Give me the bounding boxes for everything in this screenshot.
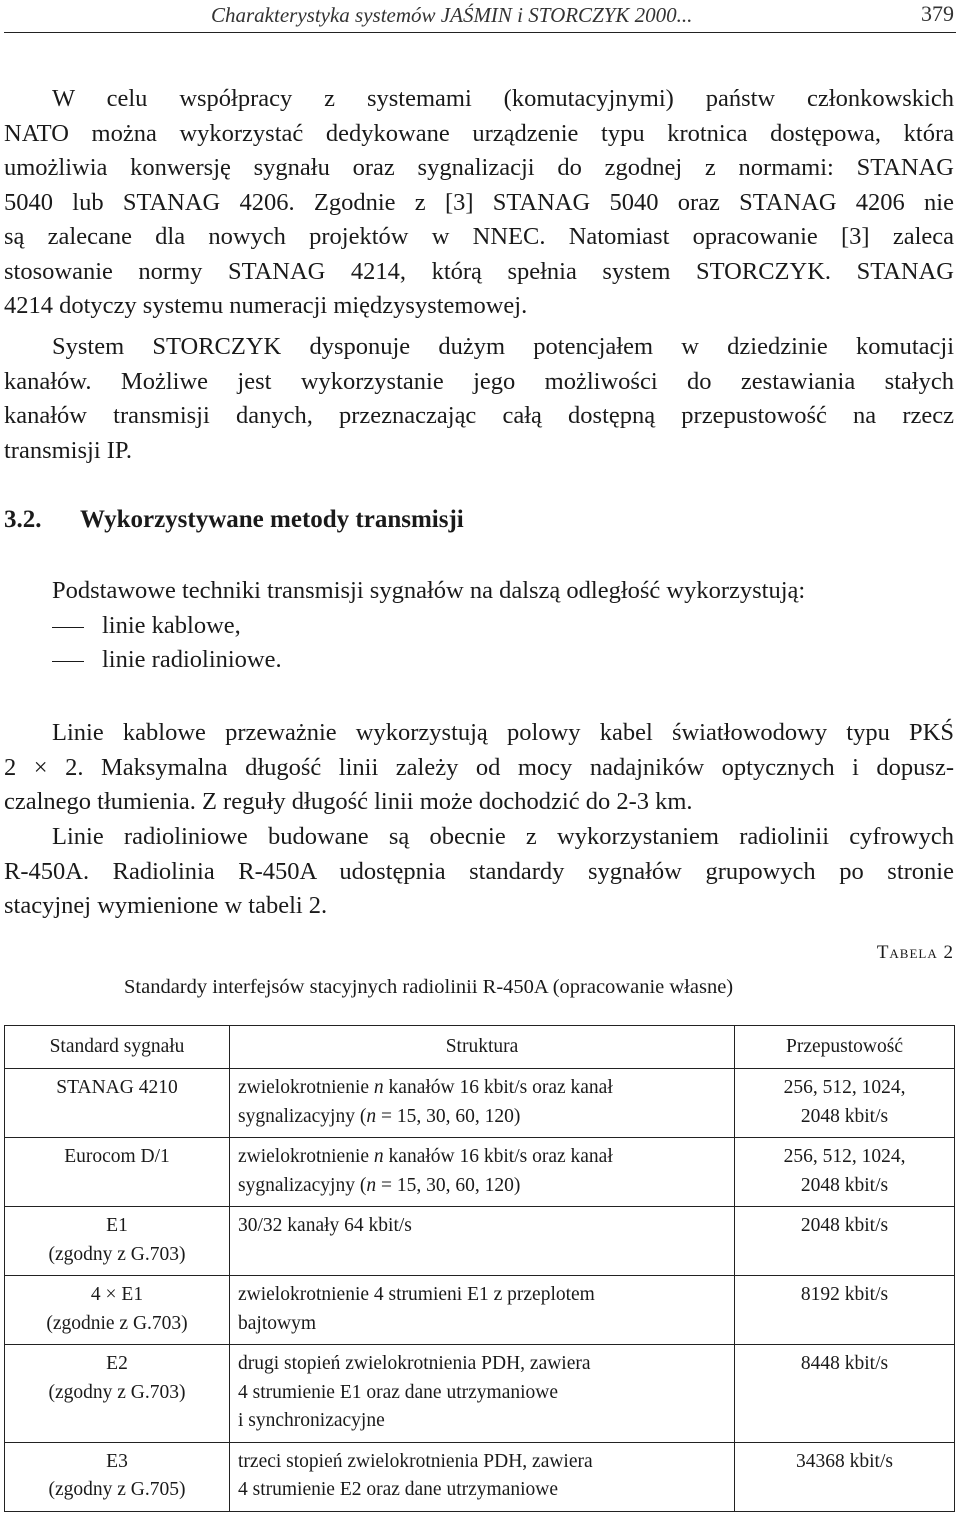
list-item bbox=[52, 646, 282, 674]
cell-text: (zgodny z G.703) bbox=[48, 1243, 186, 1265]
list-item-text: linie radioliniowe. bbox=[102, 646, 282, 673]
cell-text: 2048 kbit/s bbox=[800, 1215, 889, 1236]
cell-text: E3 bbox=[106, 1450, 128, 1472]
table-header-row bbox=[5, 1026, 955, 1069]
text-line: Linie radioliniowe budowane są obecnie z wykorzystaniem radiolinii cyfrowych bbox=[52, 823, 954, 850]
cell-text: E1 bbox=[106, 1215, 128, 1236]
table-row bbox=[5, 1345, 955, 1443]
text-segment: 4 strumienie E1 oraz dane utrzymaniowe bbox=[238, 1381, 559, 1403]
text-line: stacyjnej wymienione w tabeli 2. bbox=[4, 892, 328, 919]
variable-n: n bbox=[373, 1077, 384, 1098]
cell-text bbox=[238, 1143, 726, 1172]
table-row bbox=[5, 1207, 955, 1276]
cell-standard bbox=[5, 1207, 230, 1276]
em-dash-bullet bbox=[52, 627, 84, 628]
cell-text: 4 × E1 bbox=[90, 1284, 144, 1305]
running-header bbox=[4, 0, 956, 33]
cell-throughput bbox=[735, 1345, 955, 1443]
cell-text: (zgodny z G.705) bbox=[48, 1479, 186, 1500]
cell-throughput bbox=[735, 1138, 955, 1207]
cell-text: (zgodnie z G.703) bbox=[46, 1312, 188, 1334]
text-line: 4214 dotyczy systemu numeracji międzysystemowej. bbox=[4, 292, 528, 319]
cell-text: 2048 kbit/s bbox=[800, 1174, 889, 1196]
cell-structure bbox=[230, 1138, 735, 1207]
cell-standard bbox=[5, 1276, 230, 1345]
variable-n: n bbox=[373, 1146, 384, 1167]
cell-text bbox=[238, 1074, 726, 1103]
cell-text bbox=[238, 1350, 726, 1379]
text-line: 2 × 2. Maksymalna długość linii zależy od mocy nadajników optycznych i dopusz- bbox=[4, 753, 954, 781]
cell-text: 8448 kbit/s bbox=[800, 1353, 889, 1374]
cell-text bbox=[238, 1310, 726, 1339]
table-row bbox=[5, 1442, 955, 1511]
list-item bbox=[52, 612, 241, 640]
cell-text bbox=[238, 1476, 726, 1505]
cell-throughput bbox=[735, 1442, 955, 1511]
cell-text: 2048 kbit/s bbox=[800, 1105, 889, 1127]
cell-text bbox=[238, 1379, 726, 1408]
text-line: Linie kablowe przeważnie wykorzystują polowy kabel światłowodowy typu PKŚ bbox=[52, 719, 954, 746]
table-caption: Standardy interfejsów stacyjnych radiolinii R-450A (opracowanie własne) bbox=[124, 976, 734, 998]
text-segment: = 15, 30, 60, 120) bbox=[376, 1174, 521, 1196]
text-line: R-450A. Radiolinia R-450A udostępnia standardy sygnałów grupowych po stronie bbox=[4, 857, 954, 885]
text-segment: 4 strumienie E2 oraz dane utrzymaniowe bbox=[238, 1479, 559, 1500]
text-segment: zwielokrotnienie bbox=[238, 1146, 374, 1167]
table-label: Tabela 2 bbox=[876, 942, 954, 963]
text-line: czalnego tłumienia. Z reguły długość linii może dochodzić do 2-3 km. bbox=[4, 788, 693, 815]
cell-text: Eurocom D/1 bbox=[64, 1146, 170, 1167]
cell-text: 256, 512, 1024, bbox=[783, 1146, 906, 1167]
cell-text: 256, 512, 1024, bbox=[783, 1077, 906, 1098]
cell-throughput bbox=[735, 1069, 955, 1138]
cell-structure bbox=[230, 1207, 735, 1276]
interfaces-table bbox=[4, 1025, 955, 1512]
text-segment: sygnalizacyjny ( bbox=[238, 1105, 367, 1127]
table-row bbox=[5, 1276, 955, 1345]
text-line: W celu współpracy z systemami (komutacyjnymi) państw członkowskich bbox=[52, 85, 954, 112]
cell-standard bbox=[5, 1442, 230, 1511]
cell-standard bbox=[5, 1138, 230, 1207]
cell-text bbox=[238, 1212, 726, 1241]
cell-throughput bbox=[735, 1207, 955, 1276]
column-header: Struktura bbox=[230, 1026, 735, 1069]
text-segment: 30/32 kanały 64 kbit/s bbox=[238, 1215, 412, 1236]
paragraph-cable-lines bbox=[4, 716, 954, 820]
section-title: Wykorzystywane metody transmisji bbox=[80, 506, 464, 533]
cell-text bbox=[238, 1103, 726, 1132]
cell-standard bbox=[5, 1345, 230, 1443]
text-segment: zwielokrotnienie bbox=[238, 1077, 374, 1098]
cell-text: (zgodny z G.703) bbox=[48, 1381, 186, 1403]
paragraph-stanag-compat bbox=[4, 82, 954, 324]
variable-n: n bbox=[366, 1174, 377, 1196]
cell-structure bbox=[230, 1276, 735, 1345]
cell-standard bbox=[5, 1069, 230, 1138]
text-line: umożliwia konwersję sygnału oraz sygnalizacji do zgodnej z normami: STANAG bbox=[4, 154, 954, 181]
text-segment: drugi stopień zwielokrotnienia PDH, zawiera bbox=[238, 1353, 591, 1374]
column-header: Przepustowość bbox=[735, 1026, 955, 1069]
cell-text: STANAG 4210 bbox=[56, 1077, 178, 1098]
text-segment: trzeci stopień zwielokrotnienia PDH, zawiera bbox=[238, 1450, 593, 1472]
em-dash-bullet bbox=[52, 661, 84, 662]
text-line: System STORCZYK dysponuje dużym potencjałem w dziedzinie komutacji bbox=[52, 333, 954, 360]
cell-text: 34368 kbit/s bbox=[796, 1450, 893, 1472]
cell-structure bbox=[230, 1442, 735, 1511]
cell-text bbox=[238, 1281, 726, 1310]
cell-structure bbox=[230, 1345, 735, 1443]
running-header-title: Charakterystyka systemów JAŚMIN i STORCZYK 2000... bbox=[211, 3, 693, 27]
column-header: Standard sygnału bbox=[5, 1026, 230, 1069]
text-line: NATO można wykorzystać dedykowane urządzenie typu krotnica dostępowa, która bbox=[4, 119, 954, 147]
text-segment: i synchronizacyjne bbox=[238, 1410, 385, 1431]
text-line: są zalecane dla nowych projektów w NNEC. Natomiast opracowanie [3] zaleca bbox=[4, 223, 954, 250]
cell-text: E2 bbox=[106, 1353, 128, 1374]
section-heading bbox=[4, 506, 464, 534]
cell-text bbox=[238, 1448, 726, 1477]
cell-throughput bbox=[735, 1276, 955, 1345]
page-number: 379 bbox=[921, 1, 954, 26]
cell-text: 8192 kbit/s bbox=[800, 1284, 889, 1305]
section-number: 3.2. bbox=[4, 506, 42, 533]
paragraph-radio-lines bbox=[4, 820, 954, 924]
text-segment: = 15, 30, 60, 120) bbox=[376, 1105, 521, 1127]
text-line: kanałów. Możliwe jest wykorzystanie jego możliwości do zestawiania stałych bbox=[4, 367, 954, 395]
text-segment: zwielokrotnienie 4 strumieni E1 z przeplotem bbox=[238, 1284, 595, 1305]
text-line: stosowanie normy STANAG 4214, którą spełnia system STORCZYK. STANAG bbox=[4, 257, 954, 285]
list-item-text: linie kablowe, bbox=[102, 612, 241, 639]
table-row bbox=[5, 1069, 955, 1138]
paragraph-storczyk-potential bbox=[4, 330, 954, 468]
text-line: transmisji IP. bbox=[4, 436, 132, 464]
text-line: 5040 lub STANAG 4206. Zgodnie z [3] STANAG 5040 oraz STANAG 4206 nie bbox=[4, 188, 954, 216]
text-segment: sygnalizacyjny ( bbox=[238, 1174, 367, 1196]
variable-n: n bbox=[366, 1105, 377, 1127]
text-line: Podstawowe techniki transmisji sygnałów na dalszą odległość wykorzystują: bbox=[52, 577, 806, 604]
cell-text bbox=[238, 1172, 726, 1201]
paragraph-techniques-intro bbox=[4, 574, 954, 609]
cell-structure bbox=[230, 1069, 735, 1138]
text-segment: kanałów 16 kbit/s oraz kanał bbox=[383, 1077, 613, 1098]
table-row bbox=[5, 1138, 955, 1207]
cell-text bbox=[238, 1407, 726, 1436]
text-line: kanałów transmisji danych, przeznaczając całą dostępną przepustowość na rzecz bbox=[4, 402, 954, 429]
text-segment: kanałów 16 kbit/s oraz kanał bbox=[383, 1146, 613, 1167]
text-segment: bajtowym bbox=[238, 1312, 316, 1334]
